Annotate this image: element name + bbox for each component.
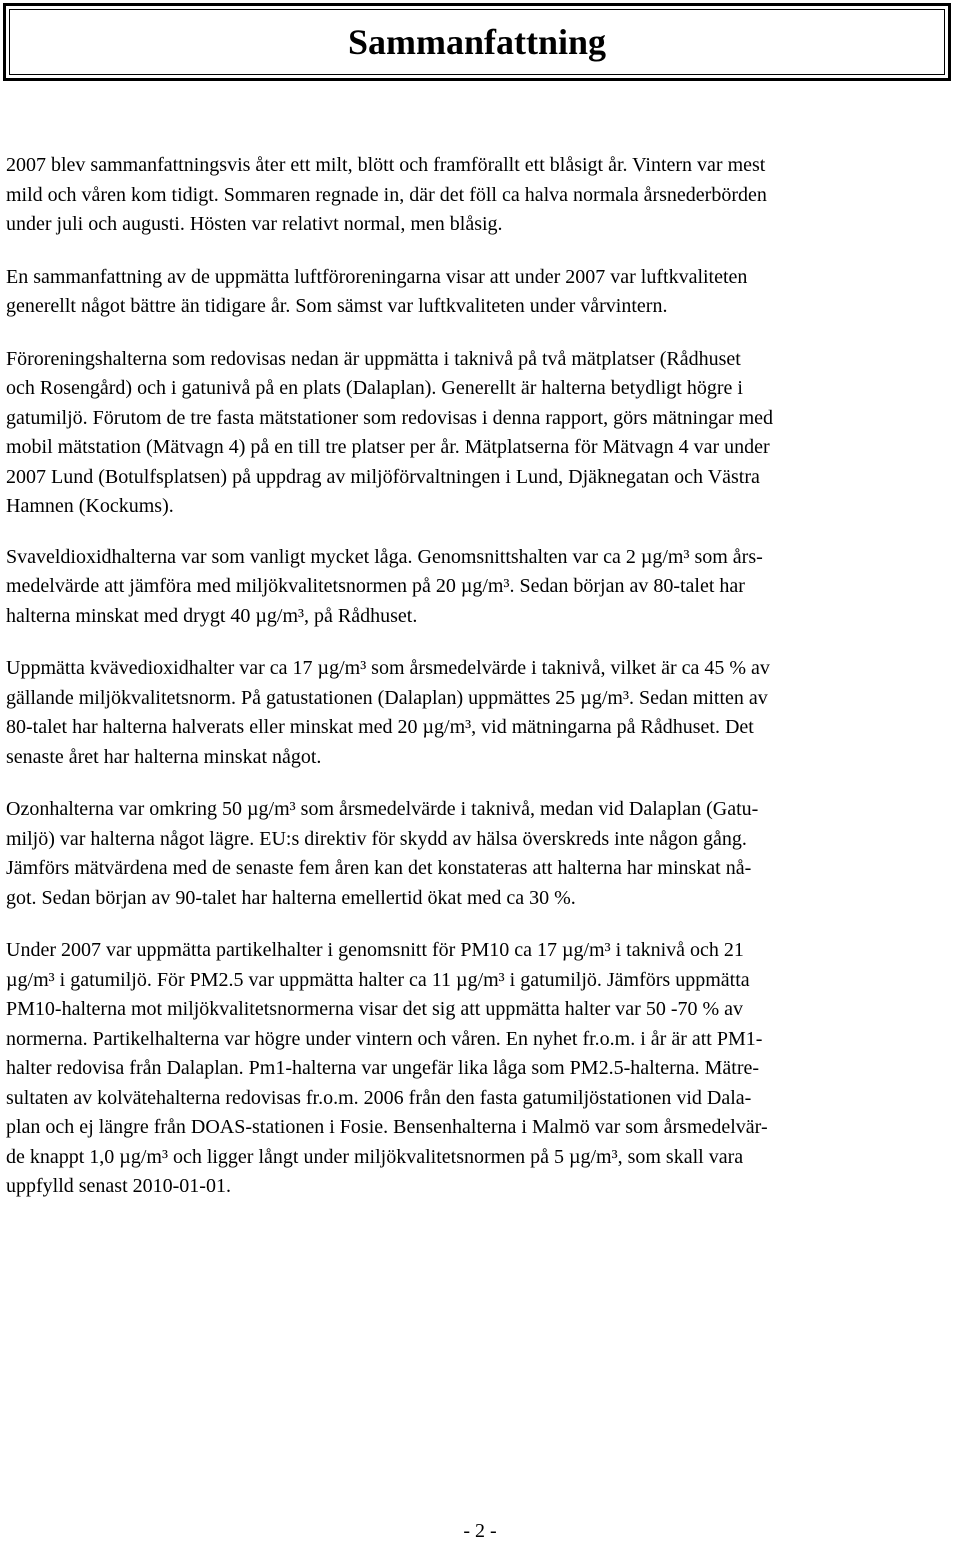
text-line: mild och våren kom tidigt. Sommaren regnade in, där det föll ca halva normala årsnederbörden xyxy=(6,183,767,206)
text-line: gatumiljö. Förutom de tre fasta mätstationer som redovisas i denna rapport, görs mätningar med xyxy=(6,406,774,429)
paragraph-nitrogen-dioxide xyxy=(6,654,958,772)
paragraph-measurement-sites xyxy=(6,345,958,522)
text-line: µg/m³ i gatumiljö. För PM2.5 var uppmätta halter ca 11 µg/m³ i gatumiljö. Jämförs uppmätta xyxy=(6,968,750,991)
text-line: sultaten av kolvätehalterna redovisas fr.o.m. 2006 från den fasta gatumiljöstationen vid Dala- xyxy=(6,1086,752,1109)
paragraph-summary xyxy=(6,263,958,322)
text-line: gällande miljökvalitetsnorm. På gatustationen (Dalaplan) uppmättes 25 µg/m³. Sedan mitten av xyxy=(6,686,768,709)
paragraph-particles xyxy=(6,936,958,1202)
text-line: uppfylld senast 2010-01-01. xyxy=(6,1175,231,1197)
page-title: Sammanfattning xyxy=(347,22,607,62)
text-line: Uppmätta kvävedioxidhalter var ca 17 µg/m³ som årsmedelvärde i taknivå, vilket är ca 45 % av xyxy=(6,657,770,679)
paragraph-sulfur-dioxide xyxy=(6,543,958,632)
text-line: senaste året har halterna minskat något. xyxy=(6,745,322,768)
text-line: PM10-halterna mot miljökvalitetsnormerna visar det sig att uppmätta halter var 50 -70 % av xyxy=(6,998,744,1020)
text-line: medelvärde att jämföra med miljökvalitetsnormen på 20 µg/m³. Sedan början av 80-talet har xyxy=(6,575,745,597)
text-line: Under 2007 var uppmätta partikelhalter i genomsnitt för PM10 ca 17 µg/m³ i taknivå och 21 xyxy=(6,939,744,961)
text-line: halterna minskat med drygt 40 µg/m³, på Rådhuset. xyxy=(6,604,418,627)
text-line: Hamnen (Kockums). xyxy=(6,495,174,517)
text-line: halter redovisa från Dalaplan. Pm1-halterna var ungefär lika låga som PM2.5-halterna. Mätre- xyxy=(6,1057,760,1079)
text-line: plan och ej längre från DOAS-stationen i Fosie. Bensenhalterna i Malmö var som årsmedelvär- xyxy=(6,1116,768,1138)
text-line: under juli och augusti. Hösten var relativt normal, men blåsig. xyxy=(6,213,503,235)
text-line: mobil mätstation (Mätvagn 4) på en till tre platser per år. Mätplatserna för Mätvagn 4 var under xyxy=(6,436,770,458)
text-line: 80-talet har halterna halverats eller minskat med 20 µg/m³, vid mätningarna på Rådhuset. Det xyxy=(6,716,754,738)
paragraph-ozone xyxy=(6,795,958,913)
text-line: Jämförs mätvärdena med de senaste fem åren kan det konstateras att halterna har minskat nå- xyxy=(6,857,752,879)
text-line: generellt något bättre än tidigare år. Som sämst var luftkvaliteten under vårvintern. xyxy=(6,295,668,317)
title-box xyxy=(3,3,951,81)
text-line: got. Sedan början av 90-talet har halterna emellertid ökat med ca 30 %. xyxy=(6,886,576,909)
text-line: Svaveldioxidhalterna var som vanligt mycket låga. Genomsnittshalten var ca 2 µg/m³ som års- xyxy=(6,545,763,568)
text-line: 2007 blev sammanfattningsvis åter ett milt, blött och framförallt ett blåsigt år. Vintern var mest xyxy=(6,154,766,176)
text-line: Ozonhalterna var omkring 50 µg/m³ som årsmedelvärde i taknivå, medan vid Dalaplan (Gatu- xyxy=(6,798,759,820)
text-line: miljö) var halterna något lägre. EU:s direktiv för skydd av hälsa överskreds inte någon gång. xyxy=(6,827,747,850)
document-body xyxy=(6,151,958,1225)
text-line: En sammanfattning av de uppmätta luftföroreningarna visar att under 2007 var luftkvaliteten xyxy=(6,265,748,288)
text-line: de knappt 1,0 µg/m³ och ligger långt under miljökvalitetsnormen på 5 µg/m³, som skall vara xyxy=(6,1145,744,1168)
text-line: 2007 Lund (Botulfsplatsen) på uppdrag av miljöförvaltningen i Lund, Djäknegatan och Västra xyxy=(6,465,760,488)
text-line: och Rosengård) och i gatunivå på en plats (Dalaplan). Generellt är halterna betydligt högre i xyxy=(6,377,743,399)
text-line: Föroreningshalterna som redovisas nedan är uppmätta i taknivå på två mätplatser (Rådhuset xyxy=(6,347,741,370)
paragraph-weather xyxy=(6,151,958,240)
page-number: - 2 - xyxy=(463,1520,497,1542)
text-line: normerna. Partikelhalterna var högre under vintern och våren. En nyhet fr.o.m. i år är att PM1- xyxy=(6,1027,763,1050)
